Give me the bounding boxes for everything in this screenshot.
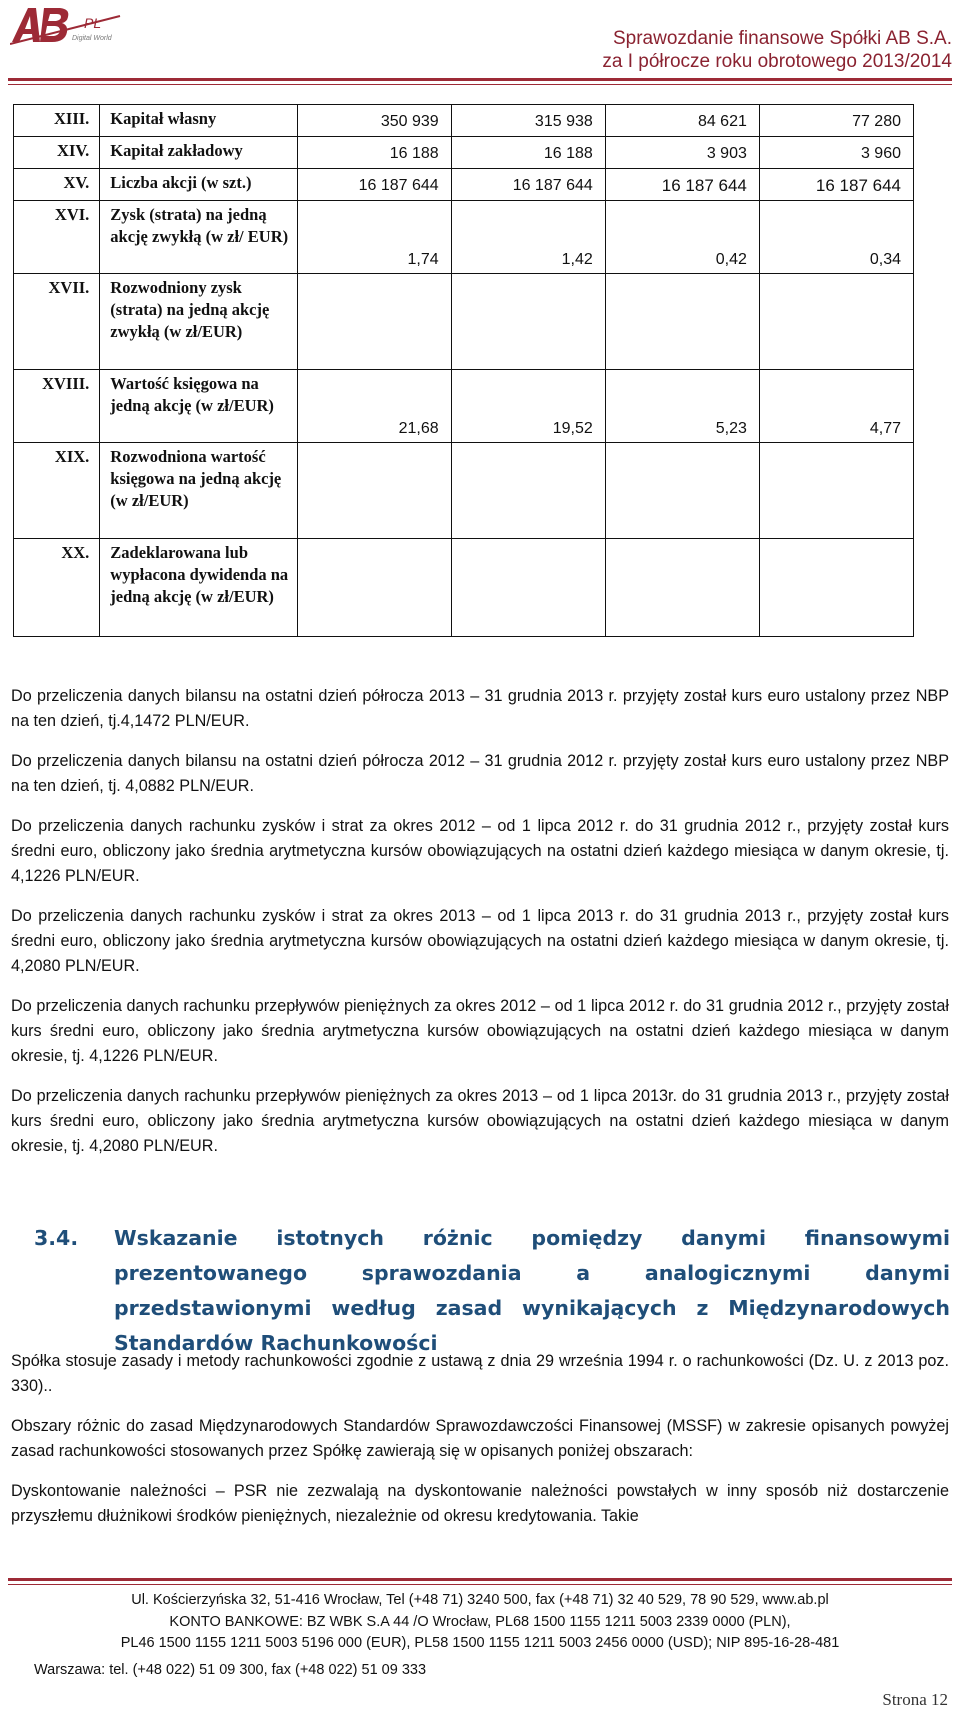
value-cell	[759, 539, 913, 637]
value-cell: 0,42	[605, 201, 759, 274]
value-cell: 16 187 644	[297, 169, 451, 201]
table-row	[14, 137, 914, 169]
note-paragraph: Do przeliczenia danych bilansu na ostatni dzień półrocza 2012 – 31 grudnia 2012 r. przyjęty został kurs euro ustalony przez NBP na ten dzień, tj. 4,0882 PLN/EUR.	[11, 752, 949, 795]
page-number: Strona 12	[882, 1690, 948, 1709]
table-row	[14, 539, 914, 637]
row-label: Kapitał zakładowy	[100, 137, 297, 169]
row-label: Zysk (strata) na jedną akcję zwykłą (w zł/ EUR)	[100, 201, 297, 274]
row-number: XVIII.	[14, 370, 100, 443]
svg-text:PL: PL	[84, 15, 102, 31]
value-cell: 16 187 644	[451, 169, 605, 201]
value-cell: 21,68	[297, 370, 451, 443]
header-divider	[8, 78, 952, 81]
row-number: XIV.	[14, 137, 100, 169]
value-cell	[605, 443, 759, 539]
note-paragraph: Do przeliczenia danych rachunku zysków i strat za okres 2012 – od 1 lipca 2012 r. do 31 grudnia 2012 r., przyjęty został kurs średni euro, obliczony jako średnia arytmetyczna kursów obowiązujących na ostatni dzień każdego miesiąca w danym okresie, tj. 4,1226 PLN/EUR.	[11, 817, 949, 885]
value-cell: 3 903	[605, 137, 759, 169]
header-divider-thin	[8, 84, 952, 85]
footer-bank-accounts-2: PL46 1500 1155 1211 5003 5196 000 (EUR), PL58 1500 1155 1211 5003 2456 0000 (USD); NIP 895-16-28-481	[120, 1635, 840, 1651]
body-text	[11, 1349, 949, 1544]
value-cell: 1,74	[297, 201, 451, 274]
body-paragraph: Dyskontowanie należności – PSR nie zezwalają na dyskontowanie należności powstałych w inny sposób niż dostarczenie przyszłemu dłużnikowi środków pieniężnych, niezależnie od okresu kredytowania. Takie	[11, 1482, 949, 1525]
value-cell: 19,52	[451, 370, 605, 443]
value-cell: 315 938	[451, 105, 605, 137]
row-number: XVII.	[14, 274, 100, 370]
section-number: 3.4.	[34, 1226, 79, 1250]
body-paragraph: Obszary różnic do zasad Międzynarodowych Standardów Sprawozdawczości Finansowej (MSSF) w zakresie opisanych powyżej zasad rachunkowości stosowanych przez Spółkę zawierają się w opisanych poniżej obszarach:	[11, 1417, 949, 1460]
row-label: Rozwodniona wartość księgowa na jedną akcję (w zł/EUR)	[100, 443, 297, 539]
exchange-rate-notes	[11, 684, 949, 1174]
value-cell: 84 621	[605, 105, 759, 137]
value-cell	[605, 274, 759, 370]
row-label: Liczba akcji (w szt.)	[100, 169, 297, 201]
value-cell	[297, 443, 451, 539]
value-cell: 16 187 644	[605, 169, 759, 201]
footer-divider-thin	[8, 1584, 952, 1585]
table-row	[14, 370, 914, 443]
report-title-line2: za I półrocze roku obrotowego 2013/2014	[602, 51, 952, 72]
value-cell: 350 939	[297, 105, 451, 137]
value-cell	[759, 443, 913, 539]
financial-data-table	[13, 104, 914, 637]
value-cell	[451, 539, 605, 637]
row-number: XVI.	[14, 201, 100, 274]
body-paragraph: Spółka stosuje zasady i metody rachunkowości zgodnie z ustawą z dnia 29 września 1994 r. o rachunkowości (Dz. U. z 2013 poz. 330)..	[11, 1352, 949, 1395]
footer-divider	[8, 1578, 952, 1581]
value-cell	[605, 539, 759, 637]
row-number: XIX.	[14, 443, 100, 539]
value-cell	[451, 274, 605, 370]
row-number: XIII.	[14, 105, 100, 137]
table-row	[14, 274, 914, 370]
row-label: Wartość księgowa na jedną akcję (w zł/EUR)	[100, 370, 297, 443]
page-header	[0, 0, 960, 86]
page-footer	[0, 1590, 960, 1655]
table-row	[14, 443, 914, 539]
value-cell: 4,77	[759, 370, 913, 443]
row-label: Rozwodniony zysk (strata) na jedną akcję zwykłą (w zł/EUR)	[100, 274, 297, 370]
value-cell: 16 187 644	[759, 169, 913, 201]
value-cell: 5,23	[605, 370, 759, 443]
report-title	[602, 27, 952, 73]
value-cell: 77 280	[759, 105, 913, 137]
row-label: Kapitał własny	[100, 105, 297, 137]
value-cell	[297, 539, 451, 637]
value-cell	[297, 274, 451, 370]
footer-address: Ul. Kościerzyńska 32, 51-416 Wrocław, Tel (+48 71) 3240 500, fax (+48 71) 32 40 529, 78 90 529, www.ab.pl	[131, 1592, 829, 1608]
section-title: Wskazanie istotnych różnic pomiędzy danymi finansowymi prezentowanego sprawozdania a analogicznymi danymi przedstawionymi według zasad wynikających z Międzynarodowych Standardów Rachunkowości	[114, 1226, 950, 1355]
value-cell: 16 188	[297, 137, 451, 169]
report-title-line1: Sprawozdanie finansowe Spółki AB S.A.	[612, 28, 952, 49]
row-number: XV.	[14, 169, 100, 201]
value-cell: 0,34	[759, 201, 913, 274]
table-row	[14, 105, 914, 137]
table-row	[14, 201, 914, 274]
value-cell: 16 188	[451, 137, 605, 169]
footer-warsaw-contact: Warszawa: tel. (+48 022) 51 09 300, fax (+48 022) 51 09 333	[34, 1662, 427, 1678]
note-paragraph: Do przeliczenia danych bilansu na ostatni dzień półrocza 2013 – 31 grudnia 2013 r. przyjęty został kurs euro ustalony przez NBP na ten dzień, tj.4,1472 PLN/EUR.	[11, 687, 949, 730]
row-number: XX.	[14, 539, 100, 637]
row-label: Zadeklarowana lub wypłacona dywidenda na jedną akcję (w zł/EUR)	[100, 539, 297, 637]
table-row	[14, 169, 914, 201]
value-cell	[759, 274, 913, 370]
value-cell: 3 960	[759, 137, 913, 169]
value-cell	[451, 443, 605, 539]
note-paragraph: Do przeliczenia danych rachunku zysków i strat za okres 2013 – od 1 lipca 2013 r. do 31 grudnia 2013 r., przyjęty został kurs średni euro, obliczony jako średnia arytmetyczna kursów obowiązujących na ostatni dzień każdego miesiąca w danym okresie, tj. 4,2080 PLN/EUR.	[11, 907, 949, 975]
section-heading	[34, 1221, 950, 1361]
value-cell: 1,42	[451, 201, 605, 274]
ab-logo	[10, 4, 130, 48]
footer-bank-account: KONTO BANKOWE: BZ WBK S.A 44 /O Wrocław, PL68 1500 1155 1211 5003 2339 0000 (PLN),	[169, 1613, 791, 1630]
note-paragraph: Do przeliczenia danych rachunku przepływów pieniężnych za okres 2013 – od 1 lipca 2013r. do 31 grudnia 2013 r., przyjęty został kurs średni euro, obliczony jako średnia arytmetyczna kursów obowiązujących na ostatni dzień każdego miesiąca w danym okresie, tj. 4,2080 PLN/EUR.	[11, 1087, 949, 1155]
svg-text:Digital World: Digital World	[72, 35, 112, 42]
note-paragraph: Do przeliczenia danych rachunku przepływów pieniężnych za okres 2012 – od 1 lipca 2012 r. do 31 grudnia 2012 r., przyjęty został kurs średni euro, obliczony jako średnia arytmetyczna kursów obowiązujących na ostatni dzień każdego miesiąca w danym okresie, tj. 4,1226 PLN/EUR.	[11, 997, 949, 1065]
